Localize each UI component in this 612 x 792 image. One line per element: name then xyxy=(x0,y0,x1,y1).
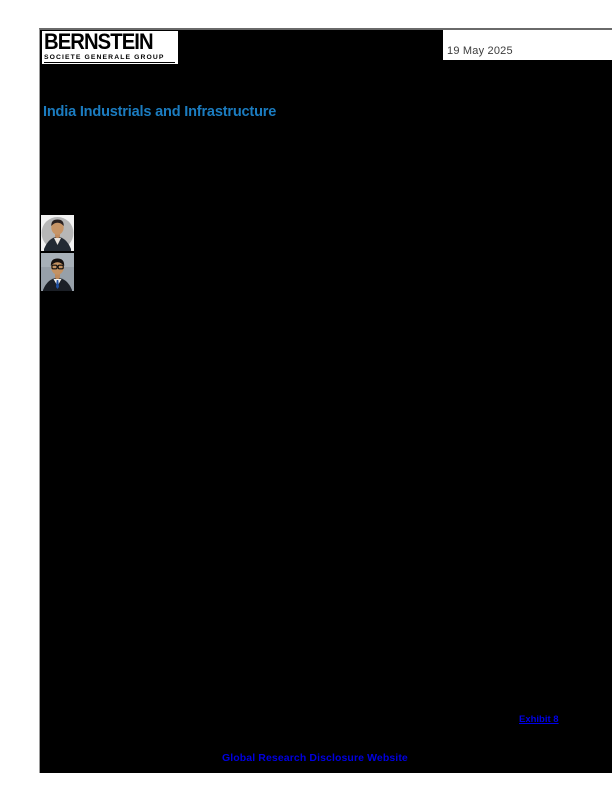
brand-logo-primary: BERNSTEIN xyxy=(44,29,153,54)
analyst-photo-1 xyxy=(41,215,74,251)
brand-logo-secondary: SOCIETE GENERALE GROUP xyxy=(44,54,175,63)
analyst-1-avatar-icon xyxy=(41,215,74,251)
analyst-photo-2 xyxy=(41,253,74,291)
report-date: 19 May 2025 xyxy=(447,45,513,57)
disclosure-website-link[interactable]: Global Research Disclosure Website xyxy=(222,752,408,764)
exhibit-link[interactable]: Exhibit 8 xyxy=(519,714,559,725)
report-date-box xyxy=(443,30,612,60)
analyst-2-avatar-icon xyxy=(41,253,74,291)
report-title: India Industrials and Infrastructure xyxy=(43,103,277,120)
brand-logo xyxy=(42,31,178,64)
cover-background xyxy=(39,28,612,773)
